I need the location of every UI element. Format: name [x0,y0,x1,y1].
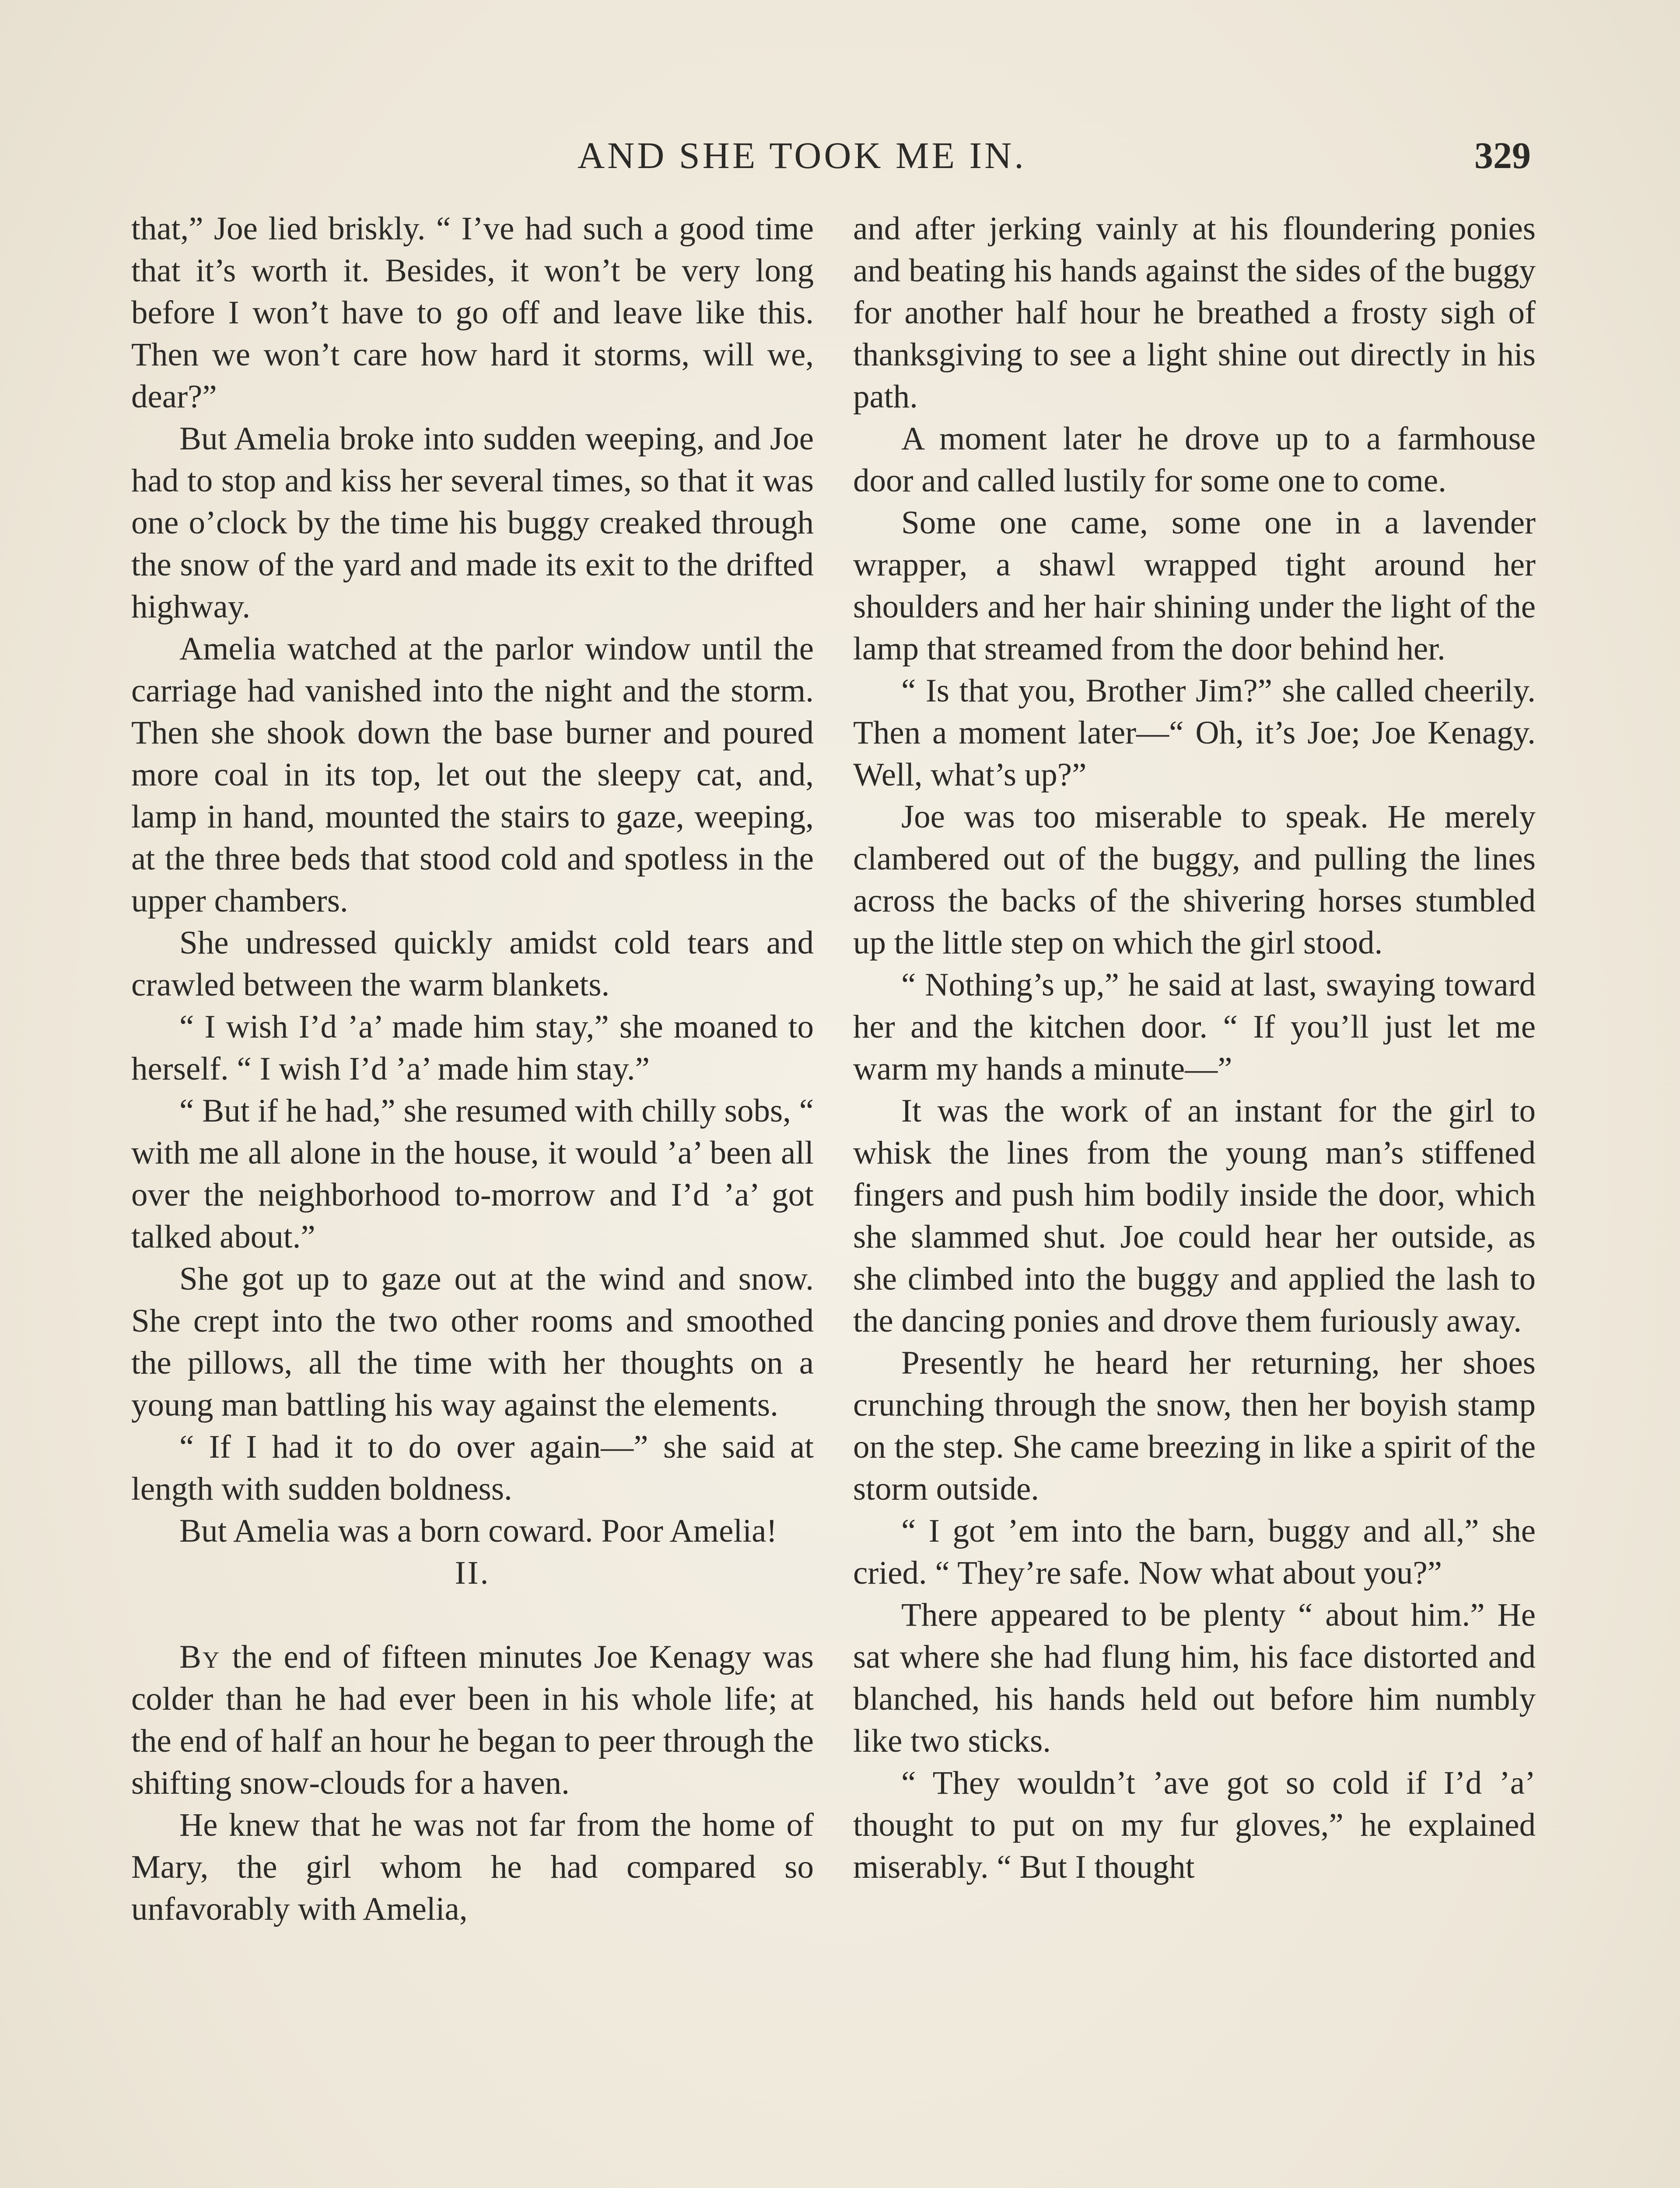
paragraph: She undressed quickly amidst cold tears and crawled between the warm blankets. [131,925,814,1003]
paragraph: that,” Joe lied briskly. “ I’ve had such a good time that it’s worth it. Besides, it won’t be very long before I won’t have to go off and leave like this. Then we won’t care how hard it storms, will we, dear?” [131,210,814,415]
paragraph: Some one came, some one in a lavender wrapper, a shawl wrapped tight around her shoulders and her hair shining under the light of the lamp that streamed from the door behind her. [853,505,1536,667]
right-column [853,208,1536,1888]
paragraph-text: the end of fifteen minutes Joe Kenagy was colder than he had ever been in his whole life; at the end of half an hour he began to peer through the shifting snow-clouds for a haven. [131,1639,814,1801]
paragraph: “ I wish I’d ’a’ made him stay,” she moaned to herself. “ I wish I’d ’a’ made him stay.” [131,1009,814,1087]
paragraph: “ I got ’em into the barn, buggy and all,” she cried. “ They’re safe. Now what about you?” [853,1513,1536,1591]
paragraph: It was the work of an instant for the girl to whisk the lines from the young man’s stiffened fingers and push him bodily inside the door, which she slammed shut. Joe could hear her outside, as she climbed into the buggy and applied the lash to the dancing ponies and drove them furiously away. [853,1093,1536,1339]
paragraph: She got up to gaze out at the wind and snow. She crept into the two other rooms and smoothed the pillows, all the time with her thoughts on a young man battling his way against the elements. [131,1261,814,1423]
paragraph: “ But if he had,” she resumed with chilly sobs, “ with me all alone in the house, it would ’a’ been all over the neighborhood to-morrow and I’d ’a’ got talked about.” [131,1093,814,1255]
paragraph: Presently he heard her returning, her shoes crunching through the snow, then her boyish stamp on the step. She came breezing in like a spirit of the storm outside. [853,1345,1536,1507]
running-title: AND SHE TOOK ME IN. [578,134,1026,176]
section-lead-in: By [179,1639,221,1675]
paragraph: A moment later he drove up to a farmhouse door and called lustily for some one to come. [853,421,1536,499]
page-number: 329 [1474,134,1531,176]
section-heading: II. [455,1555,490,1591]
paragraph: and after jerking vainly at his floundering ponies and beating his hands against the sides of the buggy for another half hour he breathed a frosty sigh of thanksgiving to see a light shine out directly in his path. [853,210,1536,415]
left-column [131,208,814,1930]
paragraph: He knew that he was not far from the home of Mary, the girl whom he had compared so unfavorably with Amelia, [131,1807,814,1927]
paragraph: But Amelia was a born coward. Poor Amelia! [179,1513,777,1549]
paragraph: “ Nothing’s up,” he said at last, swaying toward her and the kitchen door. “ If you’ll just let me warm my hands a minute—” [853,967,1536,1087]
paragraph: “ Is that you, Brother Jim?” she called cheerily. Then a moment later—“ Oh, it’s Joe; Joe Kenagy. Well, what’s up?” [853,673,1536,793]
paragraph: There appeared to be plenty “ about him.” He sat where she had flung him, his face distorted and blanched, his hands held out before him numbly like two sticks. [853,1597,1536,1759]
paragraph: Amelia watched at the parlor window until the carriage had vanished into the night and the storm. Then she shook down the base burner and poured more coal in its top, let out the sleepy cat, and, lamp in hand, mounted the stairs to gaze, weeping, at the three beds that stood cold and spotless in the upper chambers. [131,631,814,919]
paragraph: Joe was too miserable to speak. He merely clambered out of the buggy, and pulling the lines across the backs of the shivering horses stumbled up the little step on which the girl stood. [853,799,1536,961]
paragraph: “ They wouldn’t ’ave got so cold if I’d ’a’ thought to put on my fur gloves,” he explained miserably. “ But I thought [853,1765,1536,1885]
running-head [0,127,1680,184]
paragraph: But Amelia broke into sudden weeping, and Joe had to stop and kiss her several times, so that it was one o’clock by the time his buggy creaked through the snow of the yard and made its exit to the drifted highway. [131,421,814,625]
paragraph: “ If I had it to do over again—” she said at length with sudden boldness. [131,1429,814,1507]
paragraph [131,1636,814,1804]
